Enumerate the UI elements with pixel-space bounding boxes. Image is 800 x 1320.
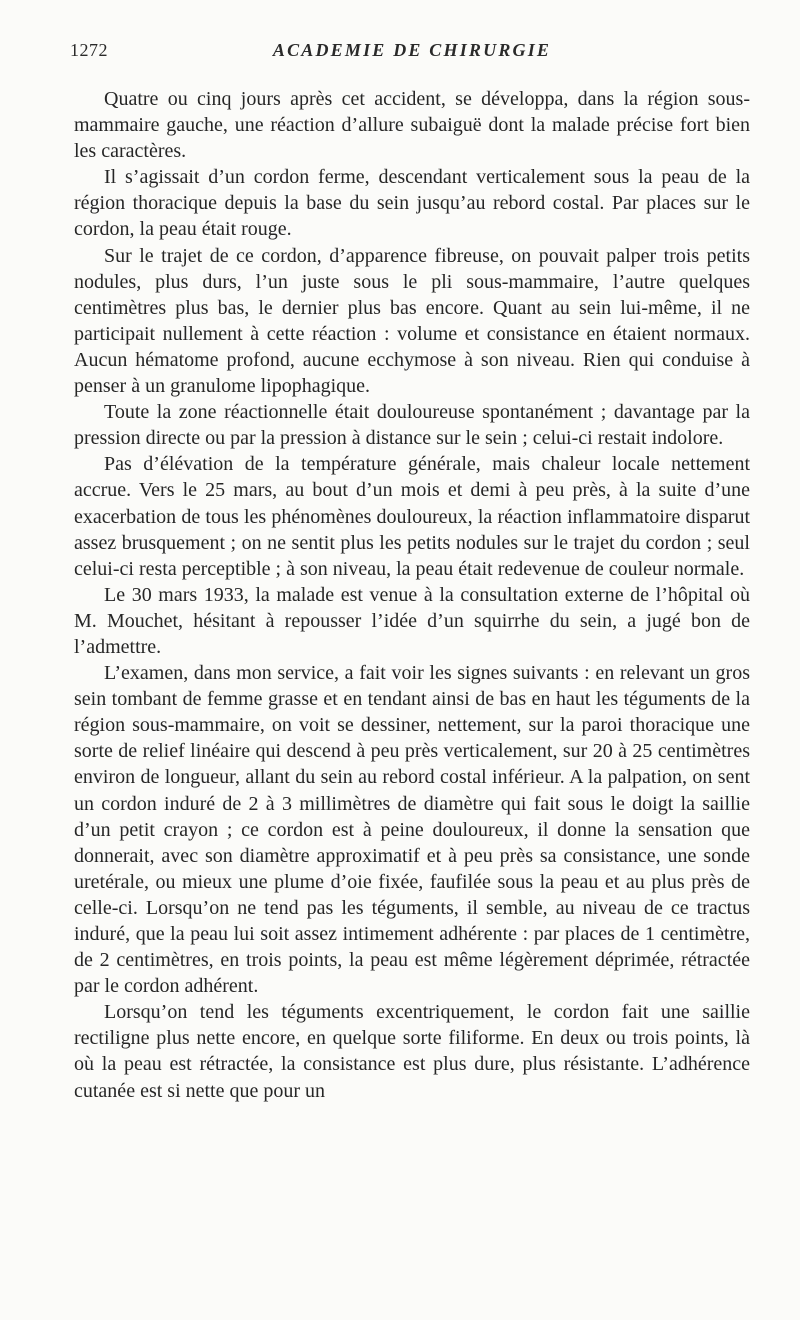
- running-header: [70, 40, 748, 64]
- paragraph: Il s’agissait d’un cordon ferme, descendant verticalement sous la peau de la région thoracique depuis la base du sein jusqu’au rebord costal. Par places sur le cordon, la peau était rouge.: [74, 166, 750, 241]
- paragraph: Le 30 mars 1933, la malade est venue à la consultation externe de l’hôpital où M. Mouchet, hésitant à repousser l’idée d’un squirrhe du sein, a jugé bon de l’admettre.: [74, 583, 750, 658]
- paragraph: Sur le trajet de ce cordon, d’apparence fibreuse, on pouvait palper trois petits nodules, plus durs, l’un juste sous le pli sous-mammaire, l’autre quelques centimètres plus bas, le dernier plus bas encore. Quant au sein lui-même, il ne participait nullement à cette réaction : volume et consistance en étaient normaux. Aucun hématome profond, aucune ecchymose à son niveau. Rien qui conduise à penser à un granulome lipophagique.: [74, 244, 750, 398]
- body-text: [74, 86, 750, 1104]
- paragraph: Pas d’élévation de la température générale, mais chaleur locale nettement accrue. Vers le 25 mars, au bout d’un mois et demi à peu près, à la suite d’une exacerbation de tous les phénomènes douloureux, la réaction inflammatoire disparut assez brusquement ; on ne sentit plus les petits nodules sur le trajet du cordon ; seul celui-ci resta perceptible ; à son niveau, la peau était redevenue de couleur normale.: [74, 453, 750, 580]
- paragraph: Quatre ou cinq jours après cet accident, se développa, dans la région sous-mammaire gauche, une réaction d’allure subaiguë dont la malade précise fort bien les caractères.: [74, 88, 750, 163]
- running-title: ACADEMIE DE CHIRURGIE: [272, 40, 552, 60]
- page-number: 1272: [70, 40, 108, 60]
- paragraph: Lorsqu’on tend les téguments excentriquement, le cordon fait une saillie rectiligne plus nette encore, en quelque sorte filiforme. En deux ou trois points, là où la peau est rétractée, la consistance est plus dure, plus résistante. L’adhérence cutanée est si nette que pour un: [74, 1001, 750, 1102]
- paragraph: L’examen, dans mon service, a fait voir les signes suivants : en relevant un gros sein tombant de femme grasse et en tendant ainsi de bas en haut les téguments de la région sous-mammaire, on voit se dessiner, nettement, sur la paroi thoracique une sorte de relief linéaire qui descend à peu près verticalement, sur 20 à 25 centimètres environ de longueur, allant du sein au rebord costal inférieur. A la palpation, on sent un cordon induré de 2 à 3 millimètres de diamètre qui fait sous le doigt la saillie d’un petit crayon ; ce cordon est à peine douloureux, il donne la sensation que donnerait, avec son diamètre approximatif et à peu près sa consistance, une sonde uretérale, ou mieux une plume d’oie fixée, faufilée sous la peau et au plus près de celle-ci. Lorsqu’on ne tend pas les téguments, il semble, au niveau de ce tractus induré, que la peau lui soit assez intimement adhérente : par places de 1 centimètre, de 2 centimètres, en trois points, la peau est même légèrement déprimée, rétractée par le cordon adhérent.: [74, 662, 750, 998]
- paragraph: Toute la zone réactionnelle était douloureuse spontanément ; davantage par la pression directe ou par la pression à distance sur le sein ; celui-ci restait indolore.: [74, 401, 750, 450]
